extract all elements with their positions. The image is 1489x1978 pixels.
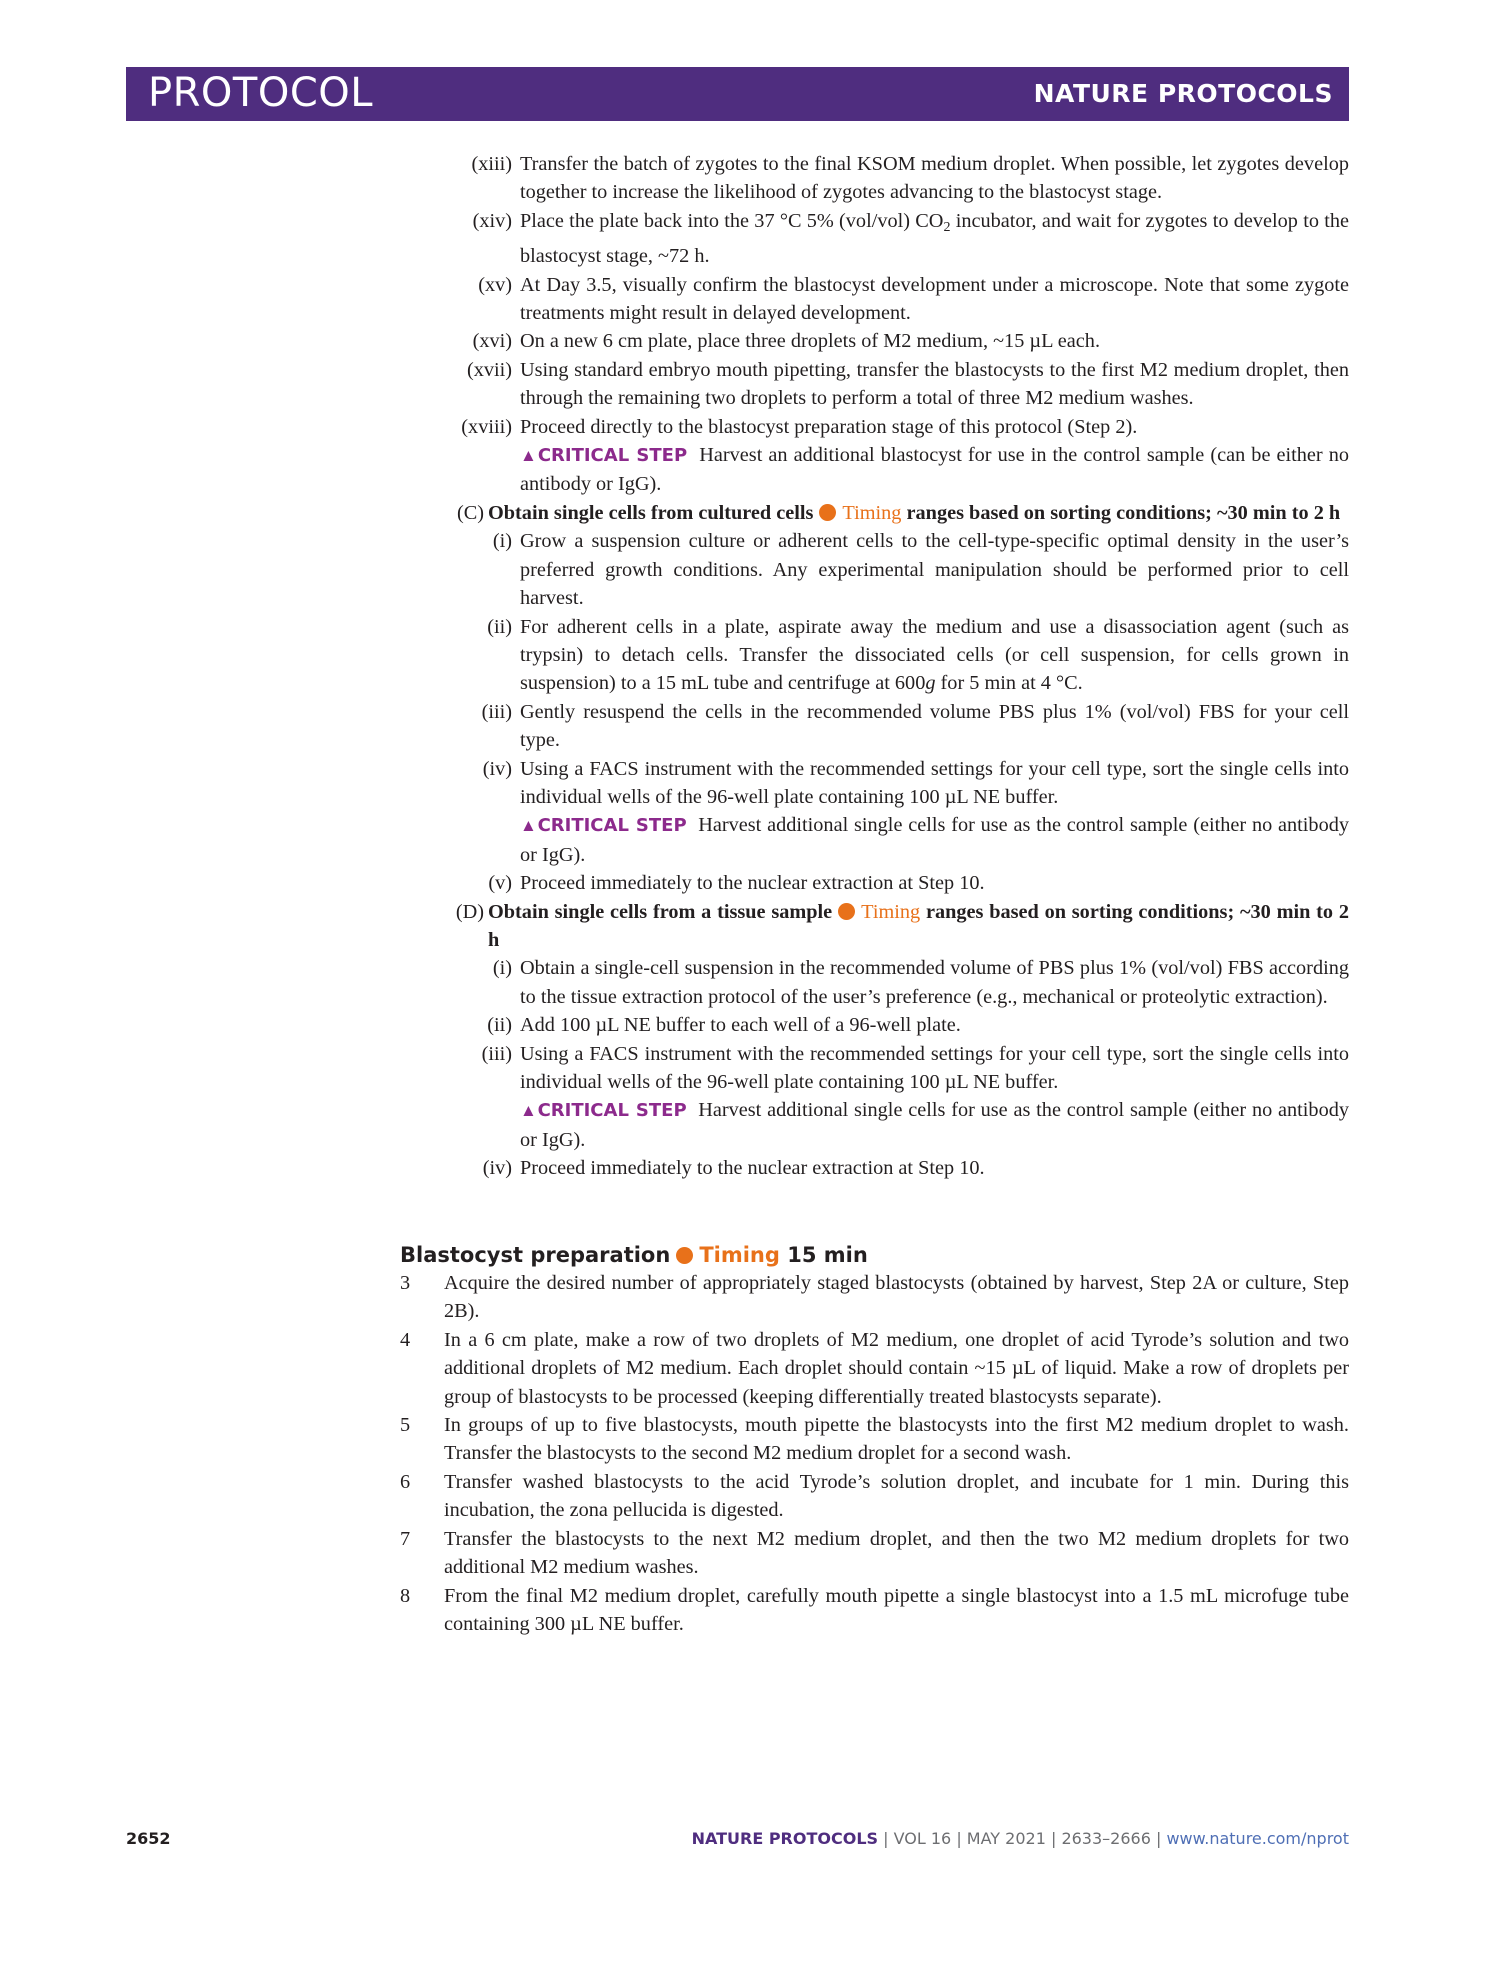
section-timing: 15 min xyxy=(787,1242,868,1267)
journal-name: NATURE PROTOCOLS xyxy=(691,1829,879,1848)
list-item xyxy=(487,613,1349,698)
list-item xyxy=(472,327,1349,355)
section-number: (D) xyxy=(455,900,484,923)
step-number: (xvi) xyxy=(472,330,512,353)
section-heading: Blastocyst preparation Timing 15 min xyxy=(400,1242,868,1267)
list-item xyxy=(400,1411,1349,1468)
list-item xyxy=(492,527,1349,612)
warning-triangle-icon: ▲ xyxy=(520,446,538,466)
page-header xyxy=(126,67,1349,121)
section-title: Obtain single cells from cultured cells xyxy=(488,501,814,524)
step-number: (xiv) xyxy=(472,209,512,232)
step-number: 5 xyxy=(400,1414,411,1437)
list-item xyxy=(482,1154,1349,1182)
step-text: Gently resuspend the cells in the recommended volume PBS plus 1% (vol/vol) FBS for your cell type. xyxy=(520,700,1349,752)
step-number: 6 xyxy=(400,1470,411,1493)
step-number: (i) xyxy=(492,530,512,553)
list-item xyxy=(466,356,1349,413)
step-number: (xv) xyxy=(478,273,512,296)
timing-dot-icon xyxy=(838,903,855,920)
critical-step-note: ▲CRITICAL STEP Harvest additional single cells for use as the control sample (either no antibody or IgG). xyxy=(520,814,1349,866)
critical-step-note: ▲CRITICAL STEP Harvest additional single cells for use as the control sample (either no antibody or IgG). xyxy=(520,1099,1349,1151)
page-number: 2652 xyxy=(126,1829,171,1848)
step-number: (iv) xyxy=(482,1157,512,1180)
step-number: 3 xyxy=(400,1272,411,1295)
step-number: (xiii) xyxy=(471,153,512,175)
list-item xyxy=(492,954,1349,1011)
critical-step-note: ▲CRITICAL STEP Harvest an additional blastocyst for use in the control sample (can be either no antibody or IgG). xyxy=(520,444,1350,496)
list-item xyxy=(461,413,1350,499)
step-number: (xviii) xyxy=(461,415,512,438)
step-number: (iii) xyxy=(481,1042,512,1065)
list-item xyxy=(400,1269,1349,1326)
list-item xyxy=(472,207,1350,271)
step-number: (iii) xyxy=(481,700,512,723)
step-text: For adherent cells in a plate, aspirate away the medium and use a disassociation agent (such as trypsin) to detach cells. Transfer the dissociated cells (or cell suspension, for cells grown in suspension) to a 15 mL tube and centrifuge at 600g for 5 min at 4 °C. xyxy=(520,615,1349,695)
step-number: 4 xyxy=(400,1328,411,1351)
step-text: Grow a suspension culture or adherent cells to the cell-type-specific optimal density in the user’s preferred growth conditions. Any experimental manipulation should be performed prior to cell harvest. xyxy=(520,530,1349,610)
list-item xyxy=(487,1011,1349,1039)
list-item xyxy=(482,755,1349,870)
step-text: Transfer the batch of zygotes to the final KSOM medium droplet. When possible, let zygotes develop together to increase the likelihood of zygotes advancing to the blastocyst stage. xyxy=(520,153,1349,204)
step-number: (xvii) xyxy=(466,358,512,381)
step-text: In a 6 cm plate, make a row of two droplets of M2 medium, one droplet of acid Tyrode’s solution and two additional droplets of M2 medium. Each droplet should contain ~15 µL of liquid. Make a row of droplets per group of blastocysts to be processed (keeping differentially treated blastocysts separate). xyxy=(444,1328,1349,1408)
section-title: Blastocyst preparation xyxy=(400,1242,671,1267)
step-number: (i) xyxy=(492,957,512,980)
section-timing: ranges based on sorting conditions; ~30 min to 2 h xyxy=(906,501,1341,524)
step-text: Transfer washed blastocysts to the acid Tyrode’s solution droplet, and incubate for 1 min. During this incubation, the zona pellucida is digested. xyxy=(444,1470,1349,1522)
step-number: (v) xyxy=(488,872,512,895)
list-item xyxy=(400,1582,1349,1639)
issue-details: VOL 16 | MAY 2021 | 2633–2666 | xyxy=(893,1829,1162,1848)
list-item xyxy=(481,698,1349,755)
section-heading: (C) Obtain single cells from cultured cells Timing ranges based on sorting conditions; ~30 min to 2 h xyxy=(488,499,1349,527)
step-text: From the final M2 medium droplet, carefully mouth pipette a single blastocyst into a 1.5 mL microfuge tube containing 300 µL NE buffer. xyxy=(444,1584,1349,1635)
step-text: Using a FACS instrument with the recommended settings for your cell type, sort the single cells into individual wells of the 96-well plate containing 100 µL NE buffer. xyxy=(520,757,1349,808)
warning-triangle-icon: ▲ xyxy=(520,816,538,836)
list-item xyxy=(400,1326,1349,1411)
list-item xyxy=(478,271,1349,328)
section-title: Obtain single cells from a tissue sample xyxy=(488,900,833,923)
list-item xyxy=(471,150,1349,207)
timing-dot-icon xyxy=(819,504,836,521)
step-text: Proceed directly to the blastocyst preparation stage of this protocol (Step 2). xyxy=(520,415,1138,438)
header-section-label: PROTOCOL xyxy=(148,70,374,116)
blastocyst-section xyxy=(0,1241,1489,1639)
main-content xyxy=(0,150,1489,1638)
step-text: On a new 6 cm plate, place three droplets of M2 medium, ~15 µL each. xyxy=(520,330,1101,353)
step-text: In groups of up to five blastocysts, mouth pipette the blastocysts into the first M2 medium droplet to wash. Transfer the blastocysts to the second M2 medium droplet for a second wash. xyxy=(444,1414,1349,1465)
section-d xyxy=(0,898,1489,1183)
step-number: (ii) xyxy=(487,615,512,638)
warning-triangle-icon: ▲ xyxy=(520,1101,538,1121)
journal-link[interactable]: www.nature.com/nprot xyxy=(1166,1829,1349,1848)
step-text: Place the plate back into the 37 °C 5% (vol/vol) $CO_2$ incubator, and wait for zygotes to develop to the blastocyst stage, ~72 h. xyxy=(520,209,1350,268)
step-text: Acquire the desired number of appropriately staged blastocysts (obtained by harvest, Step 2A or culture, Step 2B). xyxy=(444,1272,1349,1323)
section-heading: (D) Obtain single cells from a tissue sample Timing ranges based on sorting conditions; ~30 min to 2 h xyxy=(488,898,1349,955)
section-c xyxy=(0,499,1489,898)
step-text: Using a FACS instrument with the recommended settings for your cell type, sort the single cells into individual wells of the 96-well plate containing 100 µL NE buffer. xyxy=(520,1042,1349,1093)
section-b-steps xyxy=(0,150,1489,499)
section-number: (C) xyxy=(456,501,484,524)
header-journal-name: NATURE PROTOCOLS xyxy=(1033,79,1333,108)
list-item xyxy=(481,1040,1349,1155)
step-text: Using standard embryo mouth pipetting, transfer the blastocysts to the first M2 medium droplet, then through the remaining two droplets to perform a total of three M2 medium washes. xyxy=(520,358,1349,410)
step-number: 7 xyxy=(400,1527,411,1550)
step-text: At Day 3.5, visually confirm the blastocyst development under a microscope. Note that some zygote treatments might result in delayed development. xyxy=(520,273,1349,325)
step-text: Add 100 µL NE buffer to each well of a 96-well plate. xyxy=(520,1014,961,1037)
step-text: Proceed immediately to the nuclear extraction at Step 10. xyxy=(520,1157,985,1180)
step-number: (ii) xyxy=(487,1014,512,1037)
list-item xyxy=(400,1525,1349,1582)
list-item xyxy=(488,869,1349,897)
step-text: Obtain a single-cell suspension in the recommended volume of PBS plus 1% (vol/vol) FBS according to the tissue extraction protocol of the user’s preference (e.g., mechanical or proteolytic extraction). xyxy=(520,957,1349,1008)
list-item xyxy=(400,1468,1349,1525)
citation: NATURE PROTOCOLS | VOL 16 | MAY 2021 | 2633–2666 | www.nature.com/nprot xyxy=(691,1829,1349,1848)
step-text: Transfer the blastocysts to the next M2 medium droplet, and then the two M2 medium droplets for two additional M2 medium washes. xyxy=(444,1527,1349,1579)
step-text: Proceed immediately to the nuclear extraction at Step 10. xyxy=(520,872,985,895)
step-number: (iv) xyxy=(482,757,512,780)
timing-dot-icon xyxy=(676,1247,693,1264)
step-number: 8 xyxy=(400,1584,411,1607)
section-timing: ranges based on sorting conditions; ~30 min to 2 h xyxy=(488,900,1349,951)
